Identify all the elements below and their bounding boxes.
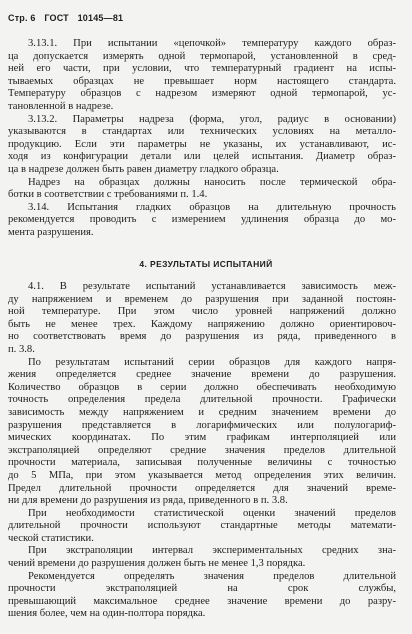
text-line: ду напряжением и временем до разрушения при заданной постоян- <box>8 293 396 305</box>
paragraph-results <box>8 357 396 508</box>
text-line: указываются в стандартах или технических условиях на металло- <box>8 126 396 138</box>
standard-label: ГОСТ <box>44 13 69 23</box>
text-line: По результатам испытаний серии образцов для каждого напря- <box>28 356 396 368</box>
text-line: Количество образцов в серии должно обеспечивать необходимую <box>8 381 396 393</box>
clauses-3-13-to-3-14 <box>8 38 396 240</box>
paragraph-extrapolation <box>8 545 396 570</box>
text-line: жения определяется среднее значение времени до разрушения. <box>8 369 396 381</box>
text-line: Рекомендуется определять значения пределов длительной <box>28 570 396 582</box>
text-line: п. 3.8. <box>8 343 35 355</box>
text-line: ца в надрезе должен быть равен диаметру гладкого образца. <box>8 163 279 175</box>
text-line: но соответствовать время до разрушения из ряда, приведенного в <box>8 331 396 343</box>
page-header <box>8 13 129 23</box>
text-line: При экстраполяции интервал экспериментальных средних зна- <box>28 545 396 557</box>
text-line: Надрез на образцах должны наносить после термической обра- <box>28 176 396 188</box>
text-line: ней его части, при условии, что температурный градиент на испы- <box>8 63 396 75</box>
text-line: длительной прочности используют стандартные методы математи- <box>8 520 396 532</box>
paragraph-3-13-2 <box>8 114 396 177</box>
paragraph-statistics <box>8 508 396 546</box>
text-line: тановленной в надрезе. <box>8 100 114 112</box>
text-line: Предел длительной прочности определяется для значений време- <box>8 482 396 494</box>
section-title: 4. РЕЗУЛЬТАТЫ ИСПЫТАНИЙ <box>139 259 273 269</box>
section-4-body <box>8 281 396 621</box>
text-line: ческой статистики. <box>8 532 94 544</box>
text-line: чений времени до разрушения должен быть не менее 1,3 порядка. <box>8 558 306 570</box>
paragraph-3-13-1 <box>8 38 396 114</box>
text-line: шения более, чем на один-полтора порядка. <box>8 608 206 620</box>
text-line: до 5 МПа, при этом указывается метод определения этих величин. <box>8 469 396 481</box>
text-line: мических координатах. По этим графикам интерполяцией или <box>8 432 396 444</box>
text-line: экстраполяцией определяют средние значения пределов длительной <box>8 444 396 456</box>
text-line: Температуру образцов с надрезом измеряют одной термопарой, ус- <box>8 88 396 100</box>
text-line: прочности экстраполяцией на срок службы, <box>8 583 396 595</box>
text-line: ходя из конфигурации детали или целей испытания. Диаметр образ- <box>8 151 396 163</box>
text-line: мента разрушения. <box>8 226 94 238</box>
text-line: прочности материала, записывая полученные величины с точностью <box>8 457 396 469</box>
page-label: Стр. 6 <box>8 13 36 23</box>
text-line: 4.1. В результате испытаний устанавливается зависимость меж- <box>28 281 396 292</box>
paragraph-3-14 <box>8 202 396 240</box>
standard-number: 10145—81 <box>77 13 124 23</box>
paragraph-recommendation <box>8 571 396 621</box>
text-line: При необходимости статистической оценки значений пределов <box>28 507 396 519</box>
text-line: продукцию. Если эти параметры не указаны, их устанавливают, ис- <box>8 138 396 150</box>
text-line: 3.13.1. При испытании «цепочкой» температуру каждого образ- <box>28 38 396 49</box>
text-line: точность определения предела длительной прочности. Графически <box>8 394 396 406</box>
text-line: ни для времени до разрушения из ряда, приведенного в п. 3.8. <box>8 495 288 507</box>
text-line: превышающий максимальное среднее значение времени до разру- <box>8 595 396 607</box>
text-line: тываемых образцах не превышает норм настоящего стандарта. <box>8 75 396 87</box>
text-line: зависимость между напряжением и средним значением времени до <box>8 406 396 418</box>
text-line: рекомендуется проводить с измерением удлинения образца до мо- <box>8 214 396 226</box>
paragraph-4-1 <box>8 281 396 357</box>
text-line: ца допускается измерять одной термопарой, установленной в сред- <box>8 50 396 62</box>
text-line: 3.14. Испытания гладких образцов на длительную прочность <box>28 201 396 213</box>
text-line: 3.13.2. Параметры надреза (форма, угол, радиус в основании) <box>28 113 396 125</box>
text-line: быть не менее трех. Каждому напряжению должно ориентировоч- <box>8 318 396 330</box>
text-line: ной температуре. При этом число уровней напряжений должно <box>8 306 396 318</box>
text-line: разрушения представляется в логарифмических или полулогариф- <box>8 419 396 431</box>
text-line: ботки в соответствии с требованиями п. 1.4. <box>8 189 208 201</box>
paragraph-notch <box>8 177 396 202</box>
